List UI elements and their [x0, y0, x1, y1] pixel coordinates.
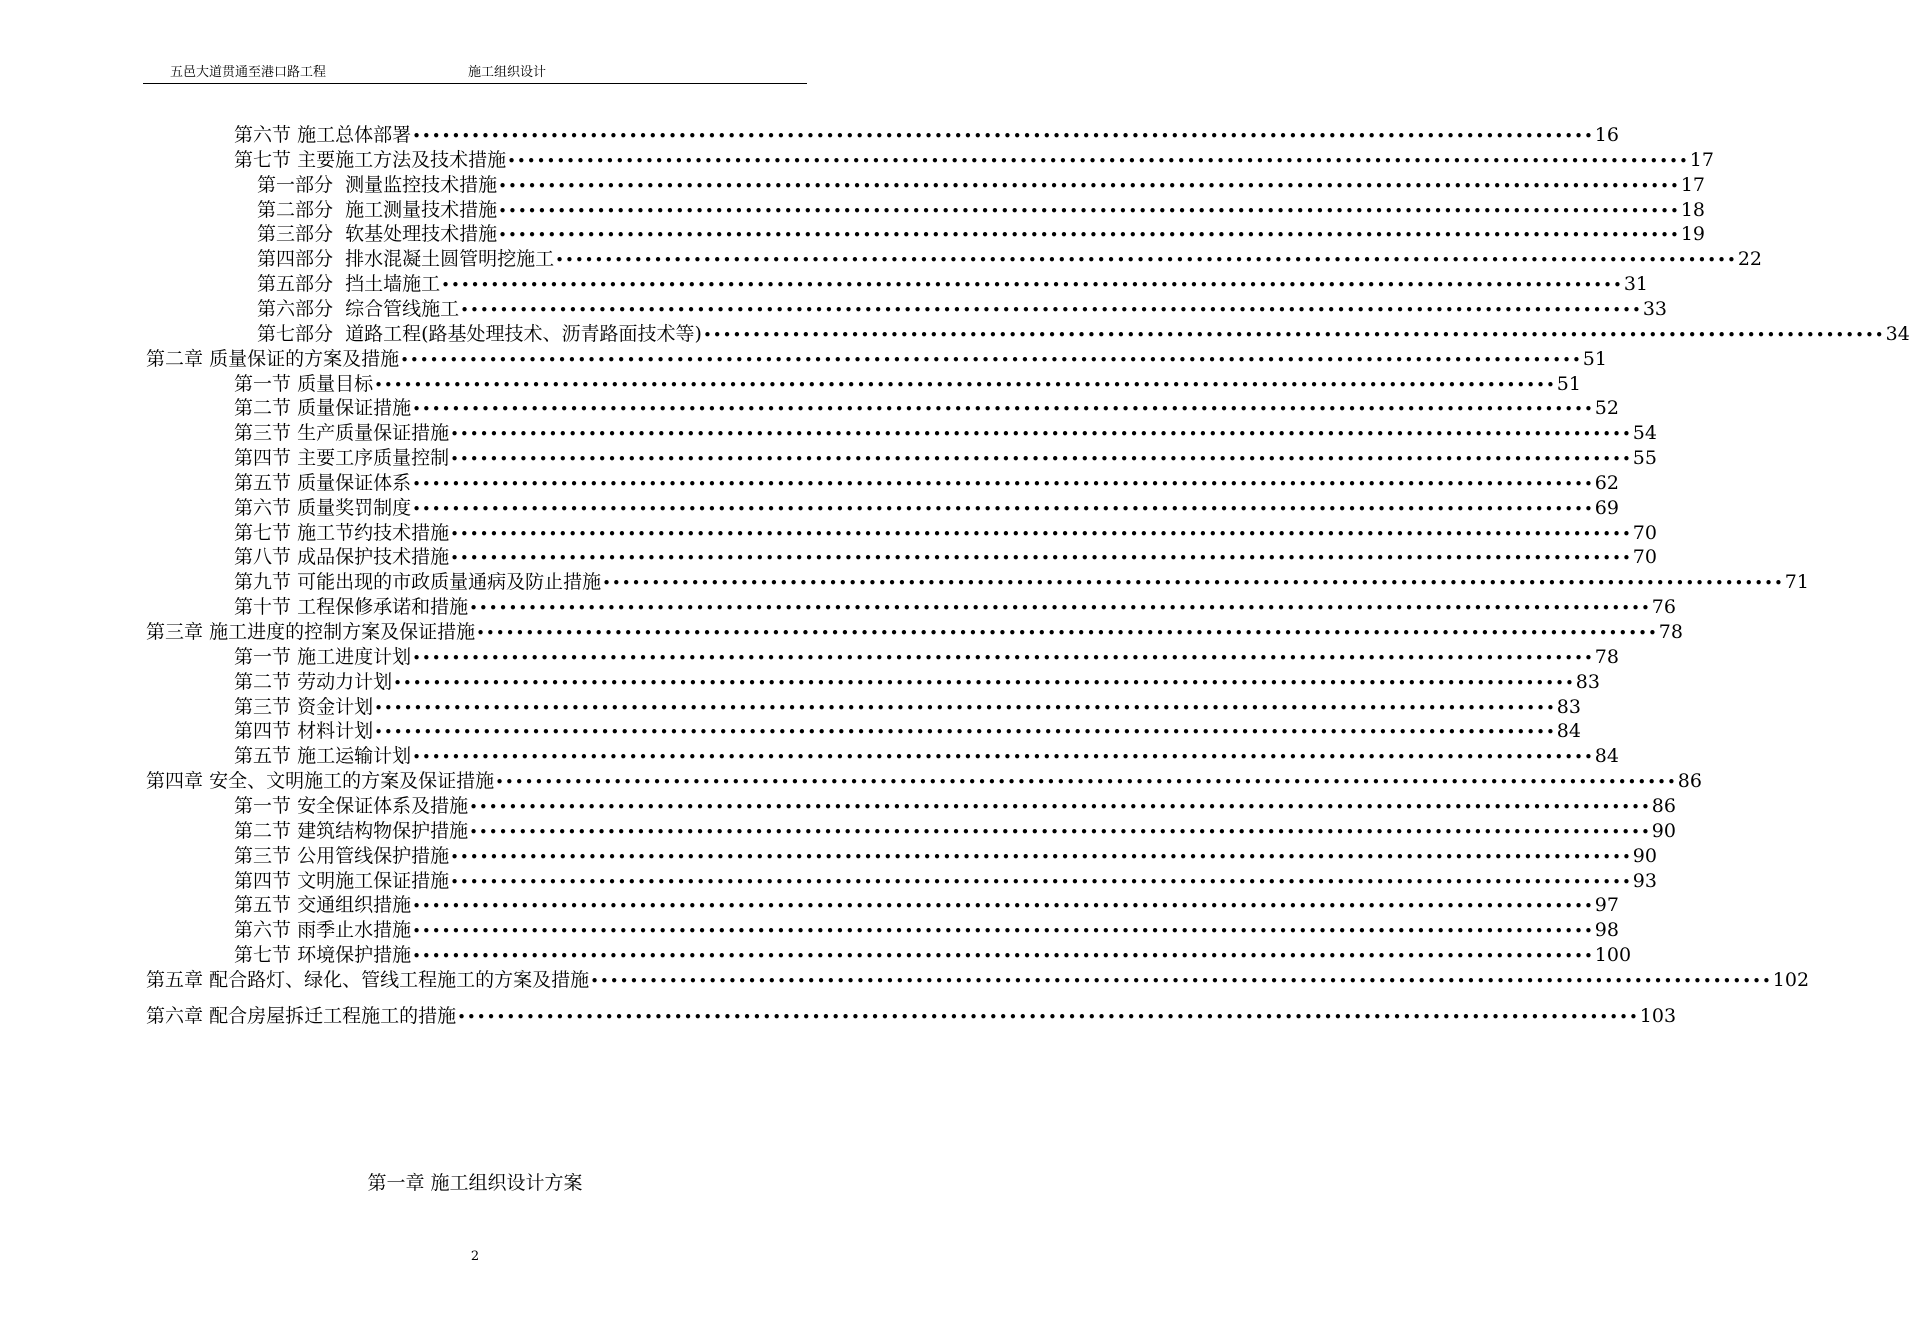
toc-entry[interactable]: [234, 396, 1619, 422]
toc-entry-gap: [333, 198, 345, 223]
toc-entry-title: 软基处理技术措施: [345, 223, 498, 246]
toc-leader-dots: ••••••••••••••••••••••••••••••••••••••••••••••••••••••••••••••••••••••••••••••••••••••••••••••••••••••••••••••••••••••••: [507, 151, 1689, 170]
toc-leader-dots: ••••••••••••••••••••••••••••••••••••••••••••••••••••••••••••••••••••••••••••••••••••••••••••••••••••••••••••••••••••••••: [450, 549, 1632, 568]
toc-entry-title: 质量目标: [297, 372, 374, 395]
toc-entry[interactable]: [234, 943, 1632, 969]
toc-leader-dots: ••••••••••••••••••••••••••••••••••••••••••••••••••••••••••••••••••••••••••••••••••••••••••••••••••••••••••••••••••••••••: [374, 723, 1556, 742]
toc-entry-title: 生产质量保证措施: [297, 422, 450, 445]
toc-leader-dots: ••••••••••••••••••••••••••••••••••••••••••••••••••••••••••••••••••••••••••••••••••••••••••••••••••••••••••••••••••••••••: [412, 400, 1594, 419]
toc-leader-dots: ••••••••••••••••••••••••••••••••••••••••••••••••••••••••••••••••••••••••••••••••••••••••••••••••••••••••••••••••••••••••: [412, 922, 1594, 941]
page-number: 2: [470, 1249, 480, 1264]
toc-entry-label: 第五节: [234, 471, 292, 494]
toc-leader-dots: ••••••••••••••••••••••••••••••••••••••••••••••••••••••••••••••••••••••••••••••••••••••••••••••••••••••••••••••••••••••••: [374, 375, 1556, 394]
toc-entry-page: 83: [1575, 670, 1600, 693]
toc-entry-title: 挡土墙施工: [345, 273, 441, 296]
toc-entry[interactable]: [257, 198, 1706, 224]
toc-entry-page: 102: [1772, 968, 1810, 991]
toc-entry-page: 83: [1556, 695, 1581, 718]
toc-leader-dots: ••••••••••••••••••••••••••••••••••••••••••••••••••••••••••••••••••••••••••••••••••••••••••••••••••••••••••••••••••••••••: [498, 226, 1680, 245]
toc-entry[interactable]: [234, 794, 1676, 820]
toc-entry[interactable]: [234, 123, 1619, 149]
toc-entry-page: 100: [1594, 944, 1632, 967]
toc-entry-label: 第六部分: [257, 297, 334, 320]
toc-entry-label: 第一节: [234, 794, 292, 817]
toc-entry-page: 69: [1594, 496, 1619, 519]
toc-entry-title: 综合管线施工: [345, 297, 460, 320]
toc-entry-page: 19: [1680, 223, 1706, 246]
toc-entry[interactable]: [146, 1004, 1677, 1030]
toc-entry[interactable]: [257, 297, 1668, 323]
toc-entry-page: 86: [1677, 770, 1702, 793]
toc-entry-label: 第七部分: [257, 322, 334, 345]
toc-leader-dots: ••••••••••••••••••••••••••••••••••••••••••••••••••••••••••••••••••••••••••••••••••••••••••••••••••••••••••••••••••••••••: [460, 300, 1642, 319]
toc-entry-label: 第二节: [234, 397, 292, 420]
toc-entry-gap: [333, 173, 345, 198]
toc-leader-dots: ••••••••••••••••••••••••••••••••••••••••••••••••••••••••••••••••••••••••••••••••••••••••••••••••••••••••••••••••••••••••: [590, 971, 1772, 990]
toc-entry-title: 主要工序质量控制: [297, 447, 450, 470]
toc-entry-page: 70: [1632, 546, 1657, 569]
toc-leader-dots: ••••••••••••••••••••••••••••••••••••••••••••••••••••••••••••••••••••••••••••••••••••••••••••••••••••••••••••••••••••••••: [441, 276, 1623, 295]
toc-entry-title: 雨季止水措施: [297, 919, 412, 942]
toc-entry[interactable]: [234, 372, 1581, 398]
toc-entry-label: 第六节: [234, 124, 292, 146]
toc-leader-dots: ••••••••••••••••••••••••••••••••••••••••••••••••••••••••••••••••••••••••••••••••••••••••••••••••••••••••••••••••••••••••: [555, 251, 1737, 270]
toc-entry-label: 第十节: [234, 596, 292, 619]
toc-entry-page: 51: [1556, 372, 1581, 395]
toc-entry-label: 第四章: [146, 770, 204, 793]
toc-entry-title: 公用管线保护措施: [297, 844, 450, 867]
toc-entry-title: 建筑结构物保护措施: [297, 819, 469, 842]
toc-entry-page: 70: [1632, 521, 1657, 544]
toc-entry-gap: [333, 322, 345, 347]
toc-entry[interactable]: [234, 918, 1619, 944]
toc-entry-page: 33: [1642, 297, 1668, 320]
toc-entry-label: 第五节: [234, 894, 292, 917]
toc-entry-title: 安全保证体系及措施: [297, 794, 469, 817]
toc-leader-dots: ••••••••••••••••••••••••••••••••••••••••••••••••••••••••••••••••••••••••••••••••••••••••••••••••••••••••••••••••••••••••: [602, 574, 1784, 593]
toc-entry[interactable]: [146, 968, 1810, 994]
toc-entry-title: 施工运输计划: [297, 745, 412, 768]
toc-leader-dots: ••••••••••••••••••••••••••••••••••••••••••••••••••••••••••••••••••••••••••••••••••••••••••••••••••••••••••••••••••••••••: [412, 947, 1594, 966]
toc-entry-page: 76: [1651, 596, 1676, 619]
toc-entry-label: 第四节: [234, 869, 292, 892]
toc-entry-label: 第四节: [234, 447, 292, 470]
toc-entry-label: 第七节: [234, 521, 292, 544]
toc-entry[interactable]: [257, 247, 1763, 273]
toc-entry-label: 第二部分: [257, 198, 334, 221]
chapter-heading: 第一章 施工组织设计方案: [367, 1172, 583, 1194]
toc-entry-label: 第三节: [234, 695, 292, 718]
toc-leader-dots: ••••••••••••••••••••••••••••••••••••••••••••••••••••••••••••••••••••••••••••••••••••••••••••••••••••••••••••••••••••••••: [450, 450, 1632, 469]
toc-entry-page: 34: [1885, 322, 1910, 345]
toc-entry[interactable]: [234, 719, 1581, 745]
toc-entry[interactable]: [234, 869, 1657, 895]
toc-entry-page: 78: [1658, 621, 1683, 643]
toc-leader-dots: ••••••••••••••••••••••••••••••••••••••••••••••••••••••••••••••••••••••••••••••••••••••••••••••••••••••••••••••••••••••••: [412, 127, 1594, 145]
toc-entry-title: 可能出现的市政质量通病及防止措施: [297, 571, 602, 594]
toc-entry-page: 90: [1632, 844, 1657, 867]
toc-entry-gap: [333, 222, 345, 247]
toc-entry-label: 第七节: [234, 944, 292, 967]
toc-entry[interactable]: [234, 670, 1600, 696]
toc-entry-label: 第三部分: [257, 223, 334, 246]
toc-leader-dots: ••••••••••••••••••••••••••••••••••••••••••••••••••••••••••••••••••••••••••••••••••••••••••••••••••••••••••••••••••••••••: [450, 847, 1632, 866]
toc-entry-title: 工程保修承诺和措施: [297, 596, 469, 619]
toc-leader-dots: ••••••••••••••••••••••••••••••••••••••••••••••••••••••••••••••••••••••••••••••••••••••••••••••••••••••••••••••••••••••••: [412, 648, 1594, 667]
toc-entry-label: 第六节: [234, 919, 292, 942]
toc-leader-dots: ••••••••••••••••••••••••••••••••••••••••••••••••••••••••••••••••••••••••••••••••••••••••••••••••••••••••••••••••••••••••: [400, 350, 1582, 369]
toc-entry-label: 第九节: [234, 571, 292, 594]
toc-entry-page: 18: [1680, 198, 1706, 221]
toc-entry[interactable]: [234, 545, 1657, 571]
toc-entry-page: 71: [1784, 571, 1809, 594]
toc-leader-dots: ••••••••••••••••••••••••••••••••••••••••••••••••••••••••••••••••••••••••••••••••••••••••••••••••••••••••••••••••••••••••: [374, 698, 1556, 717]
toc-leader-dots: ••••••••••••••••••••••••••••••••••••••••••••••••••••••••••••••••••••••••••••••••••••••••••••••••••••••••••••••••••••••••: [393, 673, 1575, 692]
toc-entry-label: 第四部分: [257, 248, 334, 271]
toc-entry-page: 52: [1594, 397, 1619, 420]
toc-entry-label: 第七节: [234, 148, 292, 171]
toc-entry-title: 劳动力计划: [297, 670, 393, 693]
toc-entry-page: 17: [1689, 148, 1714, 171]
toc-entry-page: 22: [1737, 248, 1763, 271]
toc-entry-title: 施工节约技术措施: [297, 521, 450, 544]
toc-entry-title: 材料计划: [297, 720, 374, 743]
toc-entry[interactable]: [146, 347, 1607, 373]
toc-leader-dots: ••••••••••••••••••••••••••••••••••••••••••••••••••••••••••••••••••••••••••••••••••••••••••••••••••••••••••••••••••••••••: [450, 524, 1632, 543]
toc-entry[interactable]: [146, 769, 1702, 795]
toc-entry[interactable]: [234, 645, 1619, 671]
toc-entry[interactable]: [234, 421, 1657, 447]
toc-entry-title: 测量监控技术措施: [345, 173, 498, 196]
toc-entry[interactable]: [257, 322, 1910, 348]
toc-entry-title: 排水混凝土圆管明挖施工: [345, 248, 555, 271]
toc-entry-label: 第一部分: [257, 173, 334, 196]
toc-entry-title: 质量保证措施: [297, 397, 412, 420]
toc-entry[interactable]: [234, 570, 1809, 596]
toc-entry-label: 第二章: [146, 347, 204, 370]
toc-entry-title: 文明施工保证措施: [297, 869, 450, 892]
toc-leader-dots: ••••••••••••••••••••••••••••••••••••••••••••••••••••••••••••••••••••••••••••••••••••••••••••••••••••••••••••••••••••••••: [495, 773, 1677, 792]
toc-entry[interactable]: [234, 471, 1619, 497]
toc-entry-label: 第二节: [234, 670, 292, 693]
toc-leader-dots: ••••••••••••••••••••••••••••••••••••••••••••••••••••••••••••••••••••••••••••••••••••••••••••••••••••••••••••••••••••••••: [469, 599, 1651, 618]
toc-entry[interactable]: [234, 446, 1657, 472]
toc-entry-title: 配合路灯、绿化、管线工程施工的方案及措施: [209, 968, 590, 991]
toc-leader-dots: ••••••••••••••••••••••••••••••••••••••••••••••••••••••••••••••••••••••••••••••••••••••••••••••••••••••••••••••••••••••••: [498, 176, 1680, 195]
toc-entry-page: 16: [1594, 124, 1619, 146]
toc-entry[interactable]: [234, 695, 1581, 721]
toc-leader-dots: ••••••••••••••••••••••••••••••••••••••••••••••••••••••••••••••••••••••••••••••••••••••••••••••••••••••••••••••••••••••••: [469, 822, 1651, 841]
toc-entry[interactable]: [234, 844, 1657, 870]
toc-entry-page: 54: [1632, 422, 1657, 445]
toc-leader-dots: ••••••••••••••••••••••••••••••••••••••••••••••••••••••••••••••••••••••••••••••••••••••••••••••••••••••••••••••••••••••••: [457, 1007, 1639, 1026]
toc-entry[interactable]: [146, 620, 1683, 646]
toc-entry-label: 第八节: [234, 546, 292, 569]
toc-leader-dots: ••••••••••••••••••••••••••••••••••••••••••••••••••••••••••••••••••••••••••••••••••••••••••••••••••••••••••••••••••••••••: [412, 897, 1594, 916]
toc-entry[interactable]: [234, 496, 1619, 522]
toc-entry-page: 93: [1632, 869, 1657, 892]
toc-entry-page: 17: [1680, 173, 1706, 196]
toc-entry[interactable]: [234, 893, 1619, 919]
toc-entry-label: 第一节: [234, 372, 292, 395]
toc-entry-title: 成品保护技术措施: [297, 546, 450, 569]
header-rule: [143, 83, 807, 84]
toc-entry-title: 施工总体部署: [297, 124, 412, 146]
toc-leader-dots: ••••••••••••••••••••••••••••••••••••••••••••••••••••••••••••••••••••••••••••••••••••••••••••••••••••••••••••••••••••••••: [476, 624, 1658, 642]
toc-entry-title: 配合房屋拆迁工程施工的措施: [209, 1004, 457, 1027]
toc-entry-label: 第六章: [146, 1004, 204, 1027]
toc-entry[interactable]: [234, 819, 1676, 845]
toc-entry-title: 质量奖罚制度: [297, 496, 412, 519]
toc-entry-title: 质量保证的方案及措施: [209, 347, 400, 370]
toc-entry[interactable]: [257, 173, 1706, 199]
toc-entry-page: 62: [1594, 471, 1619, 494]
toc-entry-label: 第三节: [234, 844, 292, 867]
toc-entry[interactable]: [257, 222, 1706, 248]
toc-entry-page: 97: [1594, 894, 1619, 917]
toc-entry-label: 第六节: [234, 496, 292, 519]
toc-entry-title: 交通组织措施: [297, 894, 412, 917]
toc-entry-gap: [333, 247, 345, 272]
toc-entry-title: 环境保护措施: [297, 944, 412, 967]
toc-entry-label: 第三节: [234, 422, 292, 445]
toc-entry-title: 资金计划: [297, 695, 374, 718]
toc-entry[interactable]: [234, 595, 1676, 621]
toc-entry-page: 78: [1594, 645, 1619, 668]
header-document-title: 施工组织设计: [468, 65, 547, 80]
toc-entry-label: 第三章: [146, 621, 204, 643]
toc-entry-title: 道路工程(路基处理技术、沥青路面技术等): [345, 322, 702, 345]
toc-entry-page: 103: [1639, 1004, 1677, 1027]
toc-entry-title: 质量保证体系: [297, 471, 412, 494]
toc-entry-label: 第五节: [234, 745, 292, 768]
toc-entry-label: 第一节: [234, 645, 292, 668]
toc-entry-page: 84: [1556, 720, 1581, 743]
toc-entry[interactable]: [257, 272, 1649, 298]
toc-entry-page: 98: [1594, 919, 1619, 942]
toc-entry-title: 施工进度的控制方案及保证措施: [209, 621, 476, 643]
toc-entry-page: 55: [1632, 447, 1657, 470]
toc-entry-page: 31: [1623, 273, 1649, 296]
toc-leader-dots: ••••••••••••••••••••••••••••••••••••••••••••••••••••••••••••••••••••••••••••••••••••••••••••••••••••••••••••••••••••••••: [412, 748, 1594, 767]
toc-entry[interactable]: [234, 521, 1657, 547]
toc-entry-page: 86: [1651, 794, 1676, 817]
toc-entry-label: 第二节: [234, 819, 292, 842]
toc-entry-gap: [333, 297, 345, 322]
toc-entry-label: 第四节: [234, 720, 292, 743]
toc-entry-title: 施工测量技术措施: [345, 198, 498, 221]
toc-leader-dots: ••••••••••••••••••••••••••••••••••••••••••••••••••••••••••••••••••••••••••••••••••••••••••••••••••••••••••••••••••••••••: [469, 797, 1651, 816]
toc-entry-title: 施工进度计划: [297, 645, 412, 668]
toc-leader-dots: ••••••••••••••••••••••••••••••••••••••••••••••••••••••••••••••••••••••••••••••••••••••••••••••••••••••••••••••••••••••••: [450, 872, 1632, 891]
toc-leader-dots: ••••••••••••••••••••••••••••••••••••••••••••••••••••••••••••••••••••••••••••••••••••••••••••••••••••••••••••••••••••••••: [412, 474, 1594, 493]
toc-leader-dots: ••••••••••••••••••••••••••••••••••••••••••••••••••••••••••••••••••••••••••••••••••••••••••••••••••••••••••••••••••••••••: [450, 425, 1632, 444]
toc-entry-title: 主要施工方法及技术措施: [297, 148, 507, 171]
toc-entry-page: 90: [1651, 819, 1676, 842]
toc-leader-dots: ••••••••••••••••••••••••••••••••••••••••••••••••••••••••••••••••••••••••••••••••••••••••••••••••••••••••••••••••••••••••: [412, 499, 1594, 518]
toc-entry[interactable]: [234, 744, 1619, 770]
toc-entry-label: 第五章: [146, 968, 204, 991]
toc-entry[interactable]: [234, 148, 1714, 174]
toc-entry-page: 84: [1594, 745, 1619, 768]
toc-entry-title: 安全、文明施工的方案及保证措施: [209, 770, 495, 793]
toc-leader-dots: ••••••••••••••••••••••••••••••••••••••••••••••••••••••••••••••••••••••••••••••••••••••••••••••••••••••••••••••••••••••••: [702, 325, 1885, 344]
toc-entry-page: 51: [1582, 347, 1607, 370]
toc-leader-dots: ••••••••••••••••••••••••••••••••••••••••••••••••••••••••••••••••••••••••••••••••••••••••••••••••••••••••••••••••••••••••: [498, 201, 1680, 220]
header-project-name: 五邑大道贯通至港口路工程: [170, 65, 327, 80]
toc-entry-gap: [333, 272, 345, 297]
toc-entry-label: 第五部分: [257, 273, 334, 296]
